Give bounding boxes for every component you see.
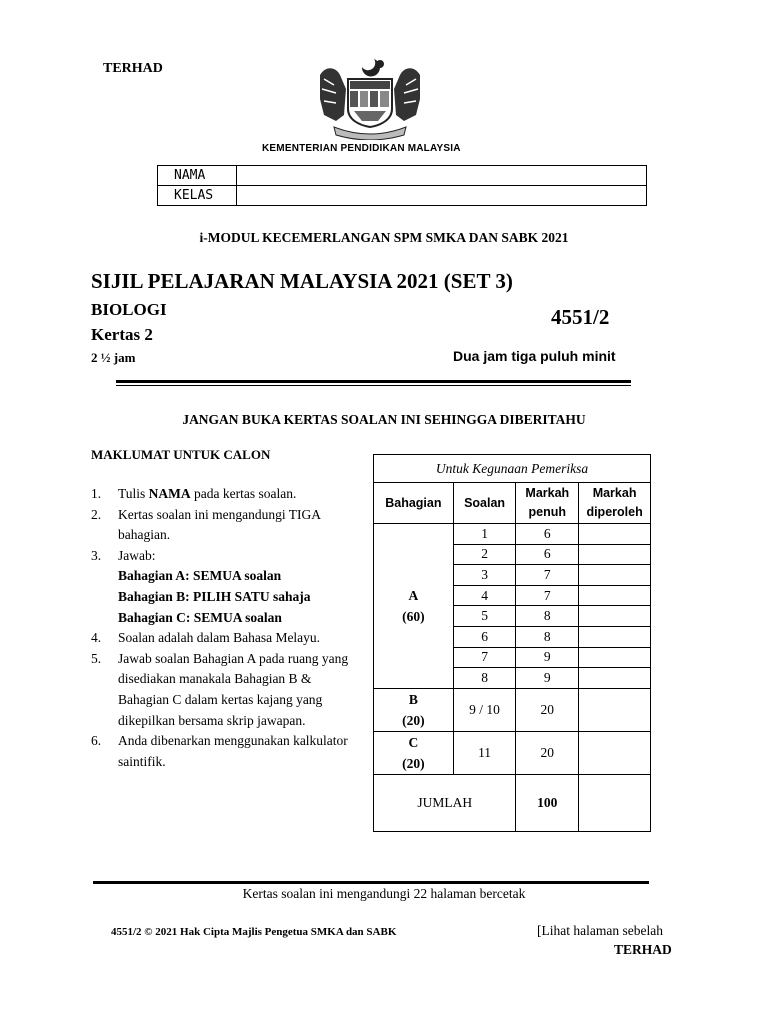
- table-row: A (60) 1 6: [374, 524, 651, 545]
- copyright: 4551/2 © 2021 Hak Cipta Majlis Pengetua SMKA dan SABK: [111, 926, 397, 938]
- table-row: 6 8: [374, 626, 651, 647]
- total-value: 100: [516, 774, 579, 831]
- table-row: 3 7: [374, 565, 651, 586]
- candidate-info-table: [157, 165, 647, 206]
- obtained-mark-cell[interactable]: [579, 524, 651, 545]
- warning-text: JANGAN BUKA KERTAS SOALAN INI SEHINGGA DIBERITAHU: [182, 412, 586, 427]
- table-row: C (20) 11 20: [374, 731, 651, 774]
- ministry-name: KEMENTERIAN PENDIDIKAN MALAYSIA: [262, 143, 461, 154]
- list-item: 3. Jawab: Bahagian A: SEMUA soalan Bahagian B: PILIH SATU sahaja Bahagian C: SEMUA soalan: [91, 546, 361, 628]
- divider-thin: [116, 385, 631, 386]
- list-item: 4. Soalan adalah dalam Bahasa Melayu.: [91, 630, 321, 646]
- instructions-list: [91, 484, 361, 772]
- paper-number: Kertas 2: [91, 325, 153, 344]
- classification-bottom: TERHAD: [614, 942, 672, 957]
- section-c-cell: C (20): [374, 731, 454, 774]
- duration-words: Dua jam tiga puluh minit: [453, 348, 616, 364]
- table-row: 2 6: [374, 544, 651, 565]
- obtained-mark-cell[interactable]: [579, 668, 651, 689]
- coat-of-arms-logo: [312, 55, 428, 140]
- obtained-mark-cell[interactable]: [579, 544, 651, 565]
- table-row: 4 7: [374, 585, 651, 606]
- table-row: 8 9: [374, 668, 651, 689]
- table-row: 5 8: [374, 606, 651, 627]
- name-label: NAMA: [158, 166, 237, 186]
- subject-name: BIOLOGI: [91, 300, 167, 319]
- module-title: i-MODUL KECEMERLANGAN SPM SMKA DAN SABK 2021: [199, 230, 569, 245]
- examiner-table-caption: Untuk Kegunaan Pemeriksa: [374, 455, 651, 483]
- obtained-mark-cell[interactable]: [579, 647, 651, 668]
- obtained-mark-cell[interactable]: [579, 626, 651, 647]
- header-obtained-mark: Markah diperoleh: [579, 483, 651, 524]
- section-b-cell: B (20): [374, 688, 454, 731]
- instructions-title: MAKLUMAT UNTUK CALON: [91, 447, 271, 462]
- obtained-mark-cell[interactable]: [579, 606, 651, 627]
- exam-title: SIJIL PELAJARAN MALAYSIA 2021 (SET 3): [91, 269, 513, 293]
- table-row-total: [374, 774, 651, 831]
- section-a-instruction: Bahagian A: SEMUA soalan: [118, 568, 282, 584]
- paper-code: 4551/2: [551, 305, 610, 329]
- list-item: 6. Anda dibenarkan menggunakan kalkulator saintifik.: [91, 733, 348, 769]
- duration: 2 ½ jam: [91, 350, 136, 365]
- examiner-table: [373, 454, 651, 832]
- section-a-cell: A (60): [374, 524, 454, 689]
- name-field[interactable]: [237, 166, 647, 186]
- next-page-note: [Lihat halaman sebelah: [537, 923, 663, 938]
- page-count: Kertas soalan ini mengandungi 22 halaman bercetak: [242, 886, 526, 901]
- list-item: 5. Jawab soalan Bahagian A pada ruang yang disediakan manakala Bahagian B & Bahagian C dalam kertas kajang yang dikepilkan bersama skrip jawapan.: [91, 650, 349, 728]
- header-question: Soalan: [453, 483, 516, 524]
- classification-top: TERHAD: [103, 61, 163, 76]
- total-obtained-cell[interactable]: [579, 774, 651, 831]
- obtained-mark-cell[interactable]: [579, 585, 651, 606]
- section-c-instruction: Bahagian C: SEMUA soalan: [118, 609, 282, 625]
- total-label: JUMLAH: [374, 774, 516, 831]
- list-item: 1. Tulis NAMA pada kertas soalan.: [91, 486, 297, 501]
- divider-thick: [116, 380, 631, 383]
- divider-bottom: [93, 881, 649, 884]
- obtained-mark-cell[interactable]: [579, 565, 651, 586]
- class-label: KELAS: [158, 186, 237, 206]
- header-full-mark: Markah penuh: [516, 483, 579, 524]
- class-field[interactable]: [237, 186, 647, 206]
- table-row: 7 9: [374, 647, 651, 668]
- section-b-instruction: Bahagian B: PILIH SATU sahaja: [118, 588, 311, 604]
- table-row: B (20) 9 / 10 20: [374, 688, 651, 731]
- obtained-mark-cell[interactable]: [579, 688, 651, 731]
- obtained-mark-cell[interactable]: [579, 731, 651, 774]
- header-section: Bahagian: [374, 483, 454, 524]
- list-item: 2. Kertas soalan ini mengandungi TIGA bahagian.: [91, 506, 321, 543]
